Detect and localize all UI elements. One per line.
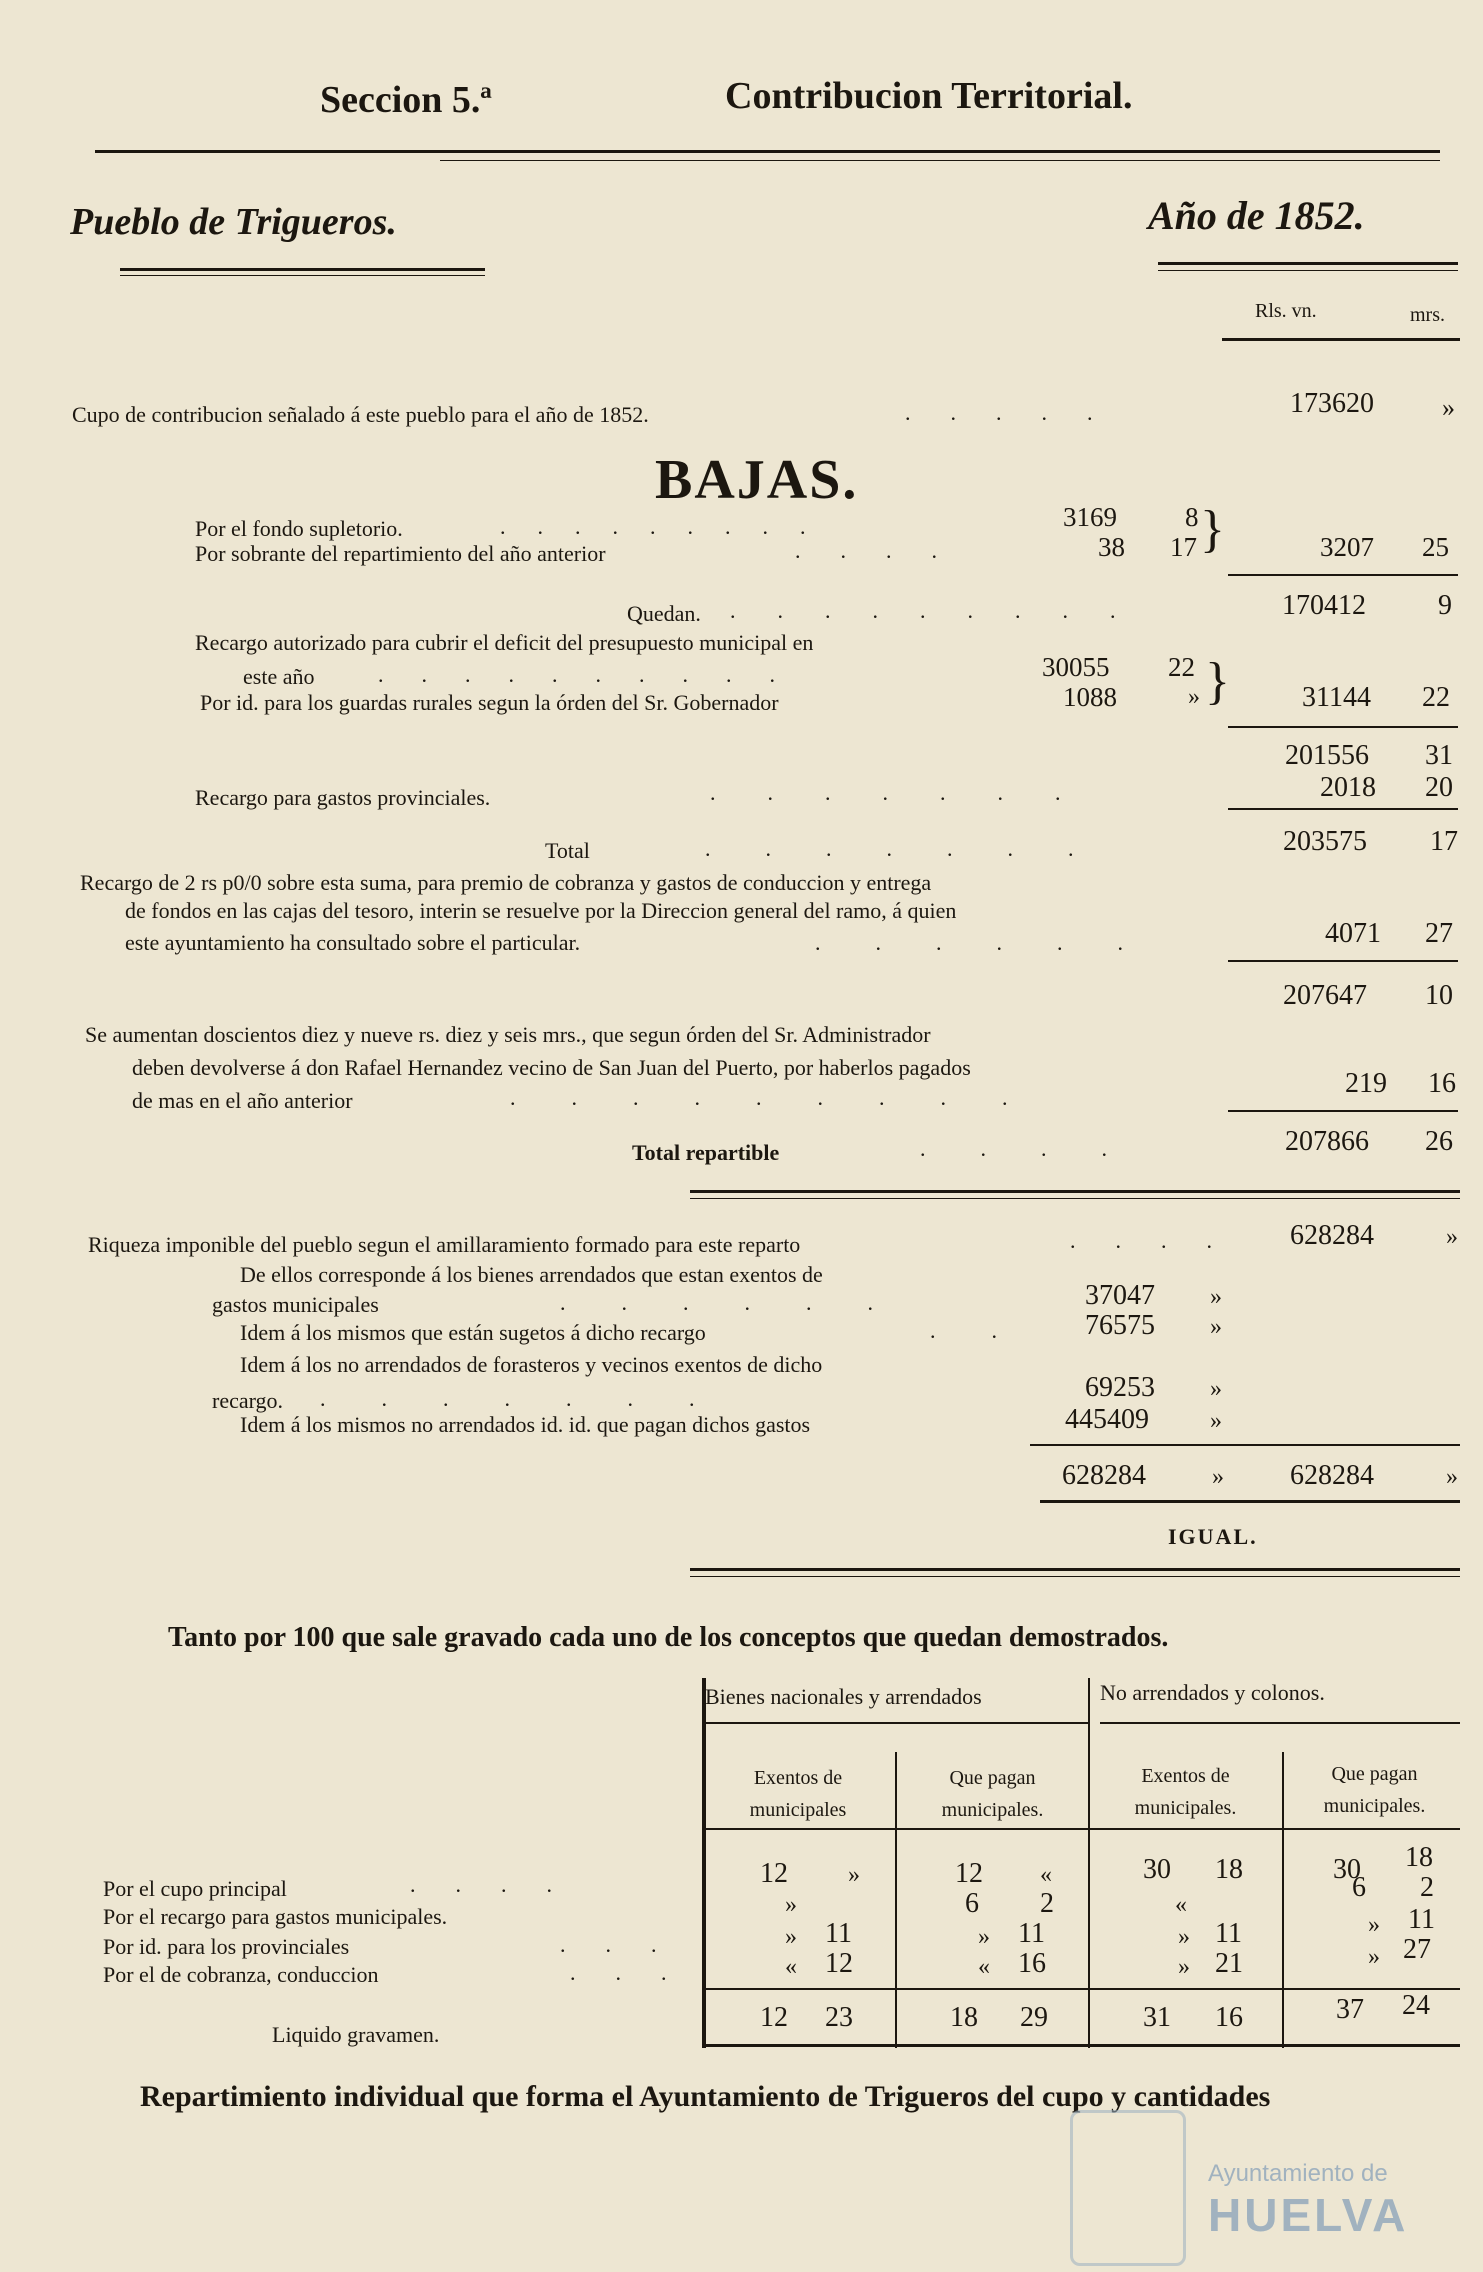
year-underline bbox=[1158, 262, 1458, 265]
section-heading: Seccion 5.ª bbox=[320, 79, 492, 121]
table-mid-divider bbox=[1088, 1678, 1090, 2048]
riqueza-rls: 628284 bbox=[1290, 1220, 1374, 1251]
column-header-rule bbox=[1222, 338, 1460, 341]
leader-dots: .... bbox=[795, 538, 977, 563]
tanto-cell: » bbox=[1178, 1954, 1190, 1980]
bajas-heading: BAJAS. bbox=[655, 449, 859, 511]
table-left-border bbox=[702, 1678, 706, 2048]
tanto-row-label: Por id. para los provinciales bbox=[103, 1934, 350, 1959]
tanto-cell: 6 bbox=[965, 1888, 979, 1919]
recargo-total-rls: 31144 bbox=[1302, 682, 1371, 713]
watermark-shield-icon bbox=[1070, 2110, 1186, 2266]
igual-rule bbox=[690, 1568, 1460, 1571]
subtotal2-mrs: 10 bbox=[1425, 980, 1453, 1011]
subtotal1-mrs: 31 bbox=[1425, 740, 1453, 771]
cobranza-rls: 4071 bbox=[1325, 918, 1381, 949]
leader-dots: .... bbox=[920, 1136, 1162, 1161]
guardas-rls: 1088 bbox=[1063, 682, 1117, 712]
tanto-cell: « bbox=[978, 1954, 990, 1980]
bajas-sobrante-label: Por sobrante del repartimiento del año anterior bbox=[195, 541, 606, 566]
riqueza-rule bbox=[1030, 1444, 1460, 1446]
tanto-cell: 11 bbox=[1408, 1904, 1435, 1935]
tanto-heading: Tanto por 100 que sale gravado cada uno de los conceptos que quedan demostrados. bbox=[168, 1622, 1169, 1653]
bajas-total-rls: 3207 bbox=[1320, 532, 1374, 562]
section-rule-thin bbox=[690, 1198, 1460, 1199]
riqueza-item3-mrs: » bbox=[1210, 1376, 1222, 1402]
brace-icon: } bbox=[1200, 501, 1225, 558]
bajas-fondo-label: Por el fondo supletorio. bbox=[195, 516, 403, 541]
guardas-label: Por id. para los guardas rurales segun la órden del Sr. Gobernador bbox=[200, 690, 779, 715]
subtotal1-rls: 201556 bbox=[1285, 740, 1369, 771]
liquido-cell: 12 bbox=[760, 2002, 788, 2033]
leader-dots: ...... bbox=[560, 1290, 929, 1315]
tanto-cell: 30 bbox=[1143, 1854, 1171, 1885]
watermark-line-2: HUELVA bbox=[1208, 2189, 1409, 2241]
riqueza-item4-mrs: » bbox=[1210, 1408, 1222, 1434]
leader-dots: ..... bbox=[905, 400, 1133, 425]
tanto-cell: 12 bbox=[825, 1948, 853, 1979]
quedan-mrs: 9 bbox=[1438, 590, 1452, 621]
tanto-group1-header: Bienes nacionales y arrendados bbox=[705, 1684, 982, 1709]
section-rule bbox=[690, 1190, 1460, 1193]
riqueza-item1-val: 37047 bbox=[1085, 1280, 1155, 1311]
town-name: Pueblo de Trigueros. bbox=[70, 201, 397, 243]
tanto-cell: » bbox=[785, 1892, 797, 1918]
tanto-row-label: Por el recargo para gastos municipales. bbox=[103, 1904, 448, 1929]
bajas-sobrante-mrs: 17 bbox=[1170, 532, 1197, 562]
riqueza-item3-b: recargo. bbox=[212, 1388, 284, 1413]
town-underline bbox=[120, 268, 485, 271]
tanto-cell: 12 bbox=[955, 1858, 983, 1889]
tanto-cell: 30 bbox=[1333, 1854, 1361, 1885]
riqueza-sum-left-mrs: » bbox=[1212, 1464, 1224, 1490]
recargo-sum-rule bbox=[1228, 726, 1458, 728]
bajas-total-mrs: 25 bbox=[1422, 532, 1449, 562]
provinciales-mrs: 20 bbox=[1425, 772, 1453, 803]
leader-dots: ... bbox=[560, 1932, 697, 1957]
tanto-cell: 11 bbox=[825, 1918, 852, 1949]
cupo-mrs: » bbox=[1442, 393, 1455, 422]
tanto-cell: 6 bbox=[1352, 1872, 1366, 1903]
aumentan-mrs: 16 bbox=[1428, 1068, 1456, 1099]
brace-icon: } bbox=[1205, 653, 1230, 710]
riqueza-item2: Idem á los mismos que están sugetos á dicho recargo bbox=[240, 1320, 706, 1345]
recargo-municipal-mrs: 22 bbox=[1168, 652, 1195, 682]
tanto-cell: 27 bbox=[1403, 1934, 1431, 1965]
recargo-municipal-label-1: Recargo autorizado para cubrir el deficit del presupuesto municipal en bbox=[195, 630, 814, 655]
riqueza-item3-val: 69253 bbox=[1085, 1372, 1155, 1403]
tanto-group2-header: No arrendados y colonos. bbox=[1100, 1680, 1325, 1705]
total-label: Total bbox=[545, 838, 590, 863]
riqueza-sum-left: 628284 bbox=[1062, 1460, 1146, 1491]
tanto-col4-header: Que pagan municipales. bbox=[1323, 1763, 1426, 1817]
header-rule-thin bbox=[440, 160, 1440, 161]
leader-dots: .......... bbox=[378, 662, 813, 687]
riqueza-item2-val: 76575 bbox=[1085, 1310, 1155, 1341]
leader-dots: ......... bbox=[510, 1085, 1064, 1110]
tanto-row-label: Por el cupo principal bbox=[103, 1876, 287, 1901]
liquido-cell: 23 bbox=[825, 2002, 853, 2033]
aumentan-line-2: deben devolverse á don Rafael Hernandez vecino de San Juan del Puerto, por haberlos pagados bbox=[132, 1055, 971, 1080]
tanto-row-label: Por el de cobranza, conduccion bbox=[103, 1962, 379, 1987]
tanto-cell: 21 bbox=[1215, 1948, 1243, 1979]
tanto-cell: » bbox=[1178, 1924, 1190, 1950]
leader-dots: ....... bbox=[705, 836, 1129, 861]
bajas-fondo-rls: 3169 bbox=[1063, 502, 1117, 532]
leader-dots: .... bbox=[410, 1872, 592, 1897]
leader-dots: ....... bbox=[320, 1386, 751, 1411]
quedan-label: Quedan. bbox=[627, 601, 701, 626]
bajas-fondo-mrs: 8 bbox=[1185, 502, 1199, 532]
bajas-sum-rule bbox=[1228, 574, 1458, 576]
aumentan-line-3: de mas en el año anterior bbox=[132, 1088, 353, 1113]
town-underline-2 bbox=[120, 275, 485, 276]
riqueza-sum-rule bbox=[1040, 1500, 1460, 1503]
cobranza-rule bbox=[1228, 960, 1458, 962]
provinciales-rls: 2018 bbox=[1320, 772, 1376, 803]
footer-text: Repartimiento individual que forma el Ayuntamiento de Trigueros del cupo y cantidades bbox=[140, 2080, 1271, 2113]
total-mrs: 17 bbox=[1430, 826, 1458, 857]
riqueza-item3-a: Idem á los no arrendados de forasteros y vecinos exentos de dicho bbox=[240, 1352, 823, 1377]
provinciales-rule bbox=[1228, 808, 1458, 810]
tanto-cell: 11 bbox=[1018, 1918, 1045, 1949]
leader-dots: .... bbox=[1070, 1228, 1252, 1253]
leader-dots: .. bbox=[930, 1318, 1053, 1343]
total-repartible-rls: 207866 bbox=[1285, 1126, 1369, 1157]
tanto-cell: 11 bbox=[1215, 1918, 1242, 1949]
leader-dots: ....... bbox=[710, 780, 1113, 805]
aumentan-rule bbox=[1228, 1110, 1458, 1112]
table-col-divider bbox=[1282, 1752, 1284, 2048]
liquido-cell: 18 bbox=[950, 2002, 978, 2033]
riqueza-item4: Idem á los mismos no arrendados id. id. que pagan dichos gastos bbox=[240, 1412, 811, 1437]
riqueza-item1-b: gastos municipales bbox=[212, 1292, 379, 1317]
riqueza-item4-val: 445409 bbox=[1065, 1404, 1149, 1435]
leader-dots: ......... bbox=[500, 514, 838, 539]
riqueza-mrs: » bbox=[1446, 1224, 1458, 1250]
year: Año de 1852. bbox=[1148, 193, 1365, 238]
riqueza-item1-mrs: » bbox=[1210, 1284, 1222, 1310]
riqueza-label: Riqueza imponible del pueblo segun el amillaramiento formado para este reparto bbox=[88, 1232, 801, 1257]
riqueza-sum-right: 628284 bbox=[1290, 1460, 1374, 1491]
liquido-cell: 37 bbox=[1336, 1994, 1364, 2025]
guardas-mrs: » bbox=[1188, 684, 1200, 710]
table-sum-rule bbox=[706, 1988, 1460, 1990]
tanto-cell: 18 bbox=[1215, 1854, 1243, 1885]
tanto-cell: » bbox=[1368, 1912, 1380, 1938]
leader-dots: ...... bbox=[815, 930, 1178, 955]
tanto-cell: 2 bbox=[1040, 1888, 1054, 1919]
cupo-rls: 173620 bbox=[1290, 388, 1374, 419]
table-header-rule bbox=[706, 1828, 1460, 1830]
tanto-cell: » bbox=[785, 1924, 797, 1950]
tanto-cell: « bbox=[785, 1954, 797, 1980]
cobranza-line-3: este ayuntamiento ha consultado sobre el particular. bbox=[125, 930, 581, 955]
liquido-label: Liquido gravamen. bbox=[272, 2022, 440, 2047]
header-rule bbox=[95, 150, 1440, 153]
aumentan-rls: 219 bbox=[1345, 1068, 1387, 1099]
riqueza-item2-mrs: » bbox=[1210, 1314, 1222, 1340]
column-header-mrs: mrs. bbox=[1410, 304, 1445, 326]
tanto-cell: » bbox=[848, 1862, 860, 1888]
liquido-cell: 31 bbox=[1143, 2002, 1171, 2033]
tanto-cell: « bbox=[1175, 1892, 1187, 1918]
recargo-municipal-label-2: este año bbox=[243, 664, 315, 689]
tanto-col1-header: Exentos de municipales bbox=[749, 1767, 847, 1821]
igual-label: IGUAL. bbox=[1168, 1524, 1258, 1549]
tanto-cell: » bbox=[978, 1924, 990, 1950]
recargo-municipal-rls: 30055 bbox=[1042, 652, 1110, 682]
bajas-sobrante-rls: 38 bbox=[1098, 532, 1125, 562]
year-underline-2 bbox=[1158, 270, 1458, 271]
table-col-divider bbox=[895, 1752, 897, 2048]
tanto-cell: 12 bbox=[760, 1858, 788, 1889]
cupo-label: Cupo de contribucion señalado á este pueblo para el año de 1852. bbox=[72, 402, 649, 427]
leader-dots: ......... bbox=[730, 598, 1158, 623]
table-group-rule bbox=[706, 1722, 1088, 1724]
document-title: Contribucion Territorial. bbox=[725, 75, 1133, 117]
liquido-cell: 16 bbox=[1215, 2002, 1243, 2033]
leader-dots: ... bbox=[570, 1960, 707, 1985]
riqueza-item1-a: De ellos corresponde á los bienes arrendados que estan exentos de bbox=[240, 1262, 823, 1287]
total-rls: 203575 bbox=[1283, 826, 1367, 857]
provinciales-label: Recargo para gastos provinciales. bbox=[195, 785, 491, 810]
tanto-col3-header: Exentos de municipales. bbox=[1134, 1765, 1237, 1819]
cobranza-line-2: de fondos en las cajas del tesoro, interin se resuelve por la Direccion general del ramo, á quien bbox=[125, 898, 957, 923]
aumentan-line-1: Se aumentan doscientos diez y nueve rs. diez y seis mrs., que segun órden del Sr. Administrador bbox=[85, 1022, 931, 1047]
table-bottom-rule bbox=[706, 2044, 1460, 2047]
tanto-cell: 16 bbox=[1018, 1948, 1046, 1979]
tanto-cell: « bbox=[1040, 1862, 1052, 1888]
total-repartible-mrs: 26 bbox=[1425, 1126, 1453, 1157]
igual-rule-thin bbox=[690, 1576, 1460, 1577]
cobranza-mrs: 27 bbox=[1425, 918, 1453, 949]
recargo-total-mrs: 22 bbox=[1422, 682, 1450, 713]
riqueza-sum-right-mrs: » bbox=[1446, 1464, 1458, 1490]
subtotal2-rls: 207647 bbox=[1283, 980, 1367, 1011]
liquido-cell: 24 bbox=[1402, 1990, 1430, 2021]
tanto-col2-header: Que pagan municipales. bbox=[941, 1767, 1044, 1821]
tanto-cell: 18 bbox=[1405, 1842, 1433, 1873]
total-repartible-label: Total repartible bbox=[632, 1140, 780, 1165]
quedan-rls: 170412 bbox=[1282, 590, 1366, 621]
column-header-rls: Rls. vn. bbox=[1255, 300, 1317, 322]
tanto-cell: 2 bbox=[1420, 1872, 1434, 1903]
liquido-cell: 29 bbox=[1020, 2002, 1048, 2033]
tanto-cell: » bbox=[1368, 1944, 1380, 1970]
watermark-line-1: Ayuntamiento de bbox=[1208, 2160, 1388, 2187]
cobranza-line-1: Recargo de 2 rs p0/0 sobre esta suma, para premio de cobranza y gastos de conduccion y entrega bbox=[80, 870, 932, 895]
table-group-rule bbox=[1100, 1722, 1460, 1724]
